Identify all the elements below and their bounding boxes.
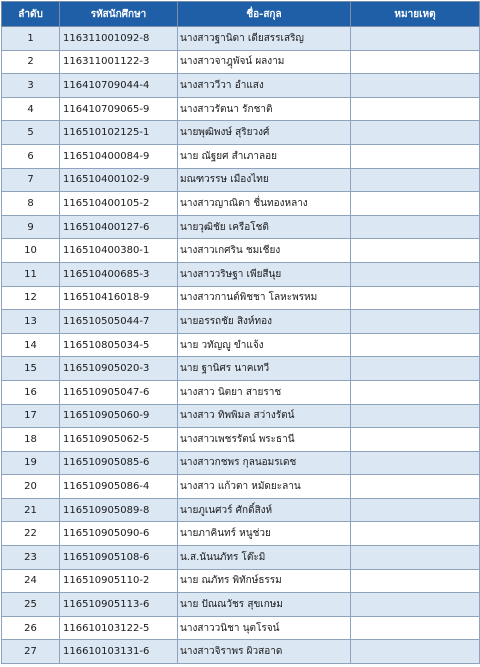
- table-row: [2, 168, 480, 192]
- table-row: [2, 522, 480, 546]
- row-full-name: นางสาวฐานิดา เดียสรรเสริญ: [178, 27, 351, 51]
- table-row: [2, 74, 480, 98]
- row-full-name: นางสาวกชพร กุลนอมรเดช: [178, 451, 351, 475]
- row-student-id: 116510905110-2: [60, 569, 178, 593]
- row-note: [351, 546, 480, 570]
- table-row: [2, 97, 480, 121]
- row-student-id: 116610103131-6: [60, 640, 178, 664]
- header-full-name: ชื่อ-สกุล: [178, 2, 351, 27]
- table-body: [2, 27, 480, 664]
- row-number: 24: [2, 569, 60, 593]
- table-row: [2, 451, 480, 475]
- row-number: 13: [2, 310, 60, 334]
- row-full-name: นางสาว ทิพพิมล สว่างรัตน์: [178, 404, 351, 428]
- row-student-id: 116510905047-6: [60, 380, 178, 404]
- row-full-name: นางสาวจาฎุพัจน์ ผลงาม: [178, 50, 351, 74]
- table-row: [2, 593, 480, 617]
- row-student-id: 116510905089-8: [60, 498, 178, 522]
- row-student-id: 116410709065-9: [60, 97, 178, 121]
- row-student-id: 116311001122-3: [60, 50, 178, 74]
- row-number: 14: [2, 333, 60, 357]
- row-number: 23: [2, 546, 60, 570]
- row-student-id: 116510905090-6: [60, 522, 178, 546]
- row-student-id: 116311001092-8: [60, 27, 178, 51]
- row-note: [351, 27, 480, 51]
- student-roster-table: [1, 1, 480, 664]
- row-number: 19: [2, 451, 60, 475]
- table-row: [2, 310, 480, 334]
- row-student-id: 116510400084-9: [60, 144, 178, 168]
- row-note: [351, 380, 480, 404]
- row-number: 10: [2, 239, 60, 263]
- row-student-id: 116410709044-4: [60, 74, 178, 98]
- row-full-name: นายภาคินทร์ หนูช่วย: [178, 522, 351, 546]
- row-note: [351, 97, 480, 121]
- row-number: 27: [2, 640, 60, 664]
- row-student-id: 116510905085-6: [60, 451, 178, 475]
- row-student-id: 116610103122-5: [60, 616, 178, 640]
- row-note: [351, 262, 480, 286]
- row-full-name: นายวุฒิชัย เครือโชติ: [178, 215, 351, 239]
- table-row: [2, 333, 480, 357]
- row-number: 25: [2, 593, 60, 617]
- row-full-name: นางสาวเพชรรัตน์ พระธานี: [178, 428, 351, 452]
- row-number: 6: [2, 144, 60, 168]
- row-full-name: นางสาวเกศริน ชมเชียง: [178, 239, 351, 263]
- row-student-id: 116510505044-7: [60, 310, 178, 334]
- table-row: [2, 616, 480, 640]
- row-full-name: มณฑวรรษ เมืองไทย: [178, 168, 351, 192]
- row-number: 26: [2, 616, 60, 640]
- row-note: [351, 121, 480, 145]
- row-full-name: นายภูเนศวร์ ศักดิ์สิงห์: [178, 498, 351, 522]
- row-number: 2: [2, 50, 60, 74]
- row-note: [351, 616, 480, 640]
- row-number: 12: [2, 286, 60, 310]
- row-student-id: 116510400127-6: [60, 215, 178, 239]
- table-row: [2, 569, 480, 593]
- row-student-id: 116510400380-1: [60, 239, 178, 263]
- row-student-id: 116510905108-6: [60, 546, 178, 570]
- row-note: [351, 404, 480, 428]
- row-number: 11: [2, 262, 60, 286]
- row-number: 15: [2, 357, 60, 381]
- header-student-id: รหัสนักศึกษา: [60, 2, 178, 27]
- table-row: [2, 121, 480, 145]
- table-row: [2, 498, 480, 522]
- row-number: 8: [2, 192, 60, 216]
- row-number: 9: [2, 215, 60, 239]
- row-full-name: น.ส.นันนภัทร โต๊ะมิ: [178, 546, 351, 570]
- row-number: 18: [2, 428, 60, 452]
- row-note: [351, 144, 480, 168]
- row-note: [351, 215, 480, 239]
- table-row: [2, 144, 480, 168]
- row-number: 3: [2, 74, 60, 98]
- row-number: 5: [2, 121, 60, 145]
- row-note: [351, 640, 480, 664]
- row-full-name: นางสาววริษฐา เพียสีนุย: [178, 262, 351, 286]
- row-full-name: นางสาวกานต์พิชชา โลหะพรหม: [178, 286, 351, 310]
- row-number: 7: [2, 168, 60, 192]
- row-student-id: 116510416018-9: [60, 286, 178, 310]
- row-note: [351, 451, 480, 475]
- table-row: [2, 404, 480, 428]
- table-row: [2, 475, 480, 499]
- table-row: [2, 380, 480, 404]
- row-note: [351, 192, 480, 216]
- row-full-name: นางสาววนิชา นุตโรจน์: [178, 616, 351, 640]
- table-row: [2, 262, 480, 286]
- row-full-name: นายพุฒิพงษ์ สุริยวงศ์: [178, 121, 351, 145]
- row-note: [351, 522, 480, 546]
- row-note: [351, 498, 480, 522]
- table-header: [2, 2, 480, 27]
- header-note: หมายเหตุ: [351, 2, 480, 27]
- row-note: [351, 74, 480, 98]
- table-row: [2, 357, 480, 381]
- row-number: 1: [2, 27, 60, 51]
- row-full-name: นางสาววีวา อำแสง: [178, 74, 351, 98]
- row-note: [351, 593, 480, 617]
- row-full-name: นาย ณภัทร พิทักษ์ธรรม: [178, 569, 351, 593]
- table-row: [2, 640, 480, 664]
- table-row: [2, 239, 480, 263]
- row-student-id: 116510905062-5: [60, 428, 178, 452]
- row-student-id: 116510905113-6: [60, 593, 178, 617]
- row-note: [351, 569, 480, 593]
- row-note: [351, 168, 480, 192]
- row-full-name: นาย ณัฐยศ สำเภาลอย: [178, 144, 351, 168]
- row-number: 21: [2, 498, 60, 522]
- row-full-name: นางสาว นิตยา สายราช: [178, 380, 351, 404]
- row-note: [351, 239, 480, 263]
- row-full-name: นางสาว แก้วตา หมัดยะลาน: [178, 475, 351, 499]
- row-note: [351, 357, 480, 381]
- table-row: [2, 546, 480, 570]
- table-row: [2, 286, 480, 310]
- row-note: [351, 286, 480, 310]
- table-row: [2, 27, 480, 51]
- row-note: [351, 475, 480, 499]
- row-full-name: นางสาวรัตนา รักชาติ: [178, 97, 351, 121]
- row-student-id: 116510400102-9: [60, 168, 178, 192]
- row-student-id: 116510905020-3: [60, 357, 178, 381]
- row-number: 16: [2, 380, 60, 404]
- table-row: [2, 50, 480, 74]
- row-number: 20: [2, 475, 60, 499]
- row-student-id: 116510905086-4: [60, 475, 178, 499]
- row-full-name: นางสาวญาณิดา ชื่นทองหลาง: [178, 192, 351, 216]
- row-full-name: นาย ฐานิศร นาคเทวี: [178, 357, 351, 381]
- row-full-name: นาย ปัณณวัชร สุขเกษม: [178, 593, 351, 617]
- row-note: [351, 428, 480, 452]
- row-student-id: 116510400105-2: [60, 192, 178, 216]
- table-row: [2, 192, 480, 216]
- row-number: 22: [2, 522, 60, 546]
- row-note: [351, 50, 480, 74]
- row-full-name: นางสาวจิราพร ผิวสอาด: [178, 640, 351, 664]
- row-student-id: 116510400685-3: [60, 262, 178, 286]
- row-number: 4: [2, 97, 60, 121]
- row-student-id: 116510905060-9: [60, 404, 178, 428]
- row-student-id: 116510102125-1: [60, 121, 178, 145]
- row-number: 17: [2, 404, 60, 428]
- table-row: [2, 215, 480, 239]
- table-row: [2, 428, 480, 452]
- row-note: [351, 310, 480, 334]
- header-no: ลำดับ: [2, 2, 60, 27]
- row-full-name: นาย วทัญญู ขำแจ้ง: [178, 333, 351, 357]
- row-student-id: 116510805034-5: [60, 333, 178, 357]
- row-full-name: นายอรรถชัย สิงห์ทอง: [178, 310, 351, 334]
- header-row: [2, 2, 480, 27]
- row-note: [351, 333, 480, 357]
